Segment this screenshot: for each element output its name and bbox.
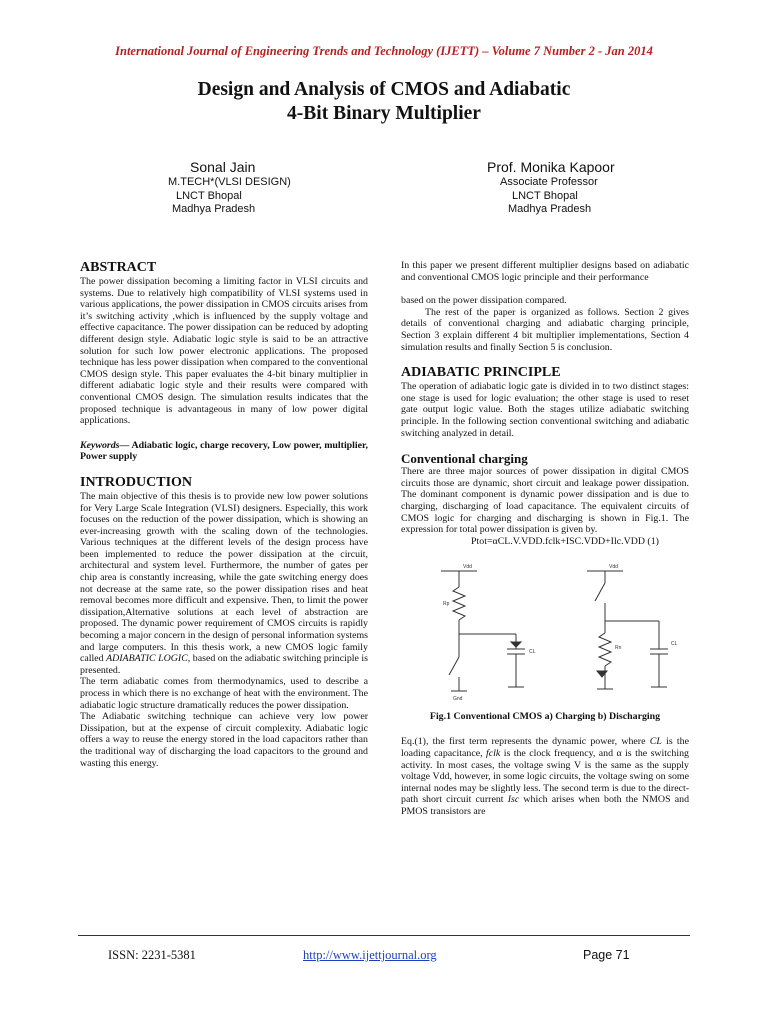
abstract-text: The power dissipation becoming a limiting factor in VLSI circuits and systems. Due to relatively high compatibility of VLSI systems used in various applications, the power dissipation in CMOS circuits arises from it’s switching activity ,which is influenced by the supply voltage and effective capacitance. The power dissipation can be reduced by adopting different design style. Adiabatic logic style is said to be an attractive solution for such low power electronic applications. The proposed technique has less power dissipation when compared to the conventional CMOS design style. This paper evaluates the 4-bit binary multiplier in different adiabatic logic style and their results were compared with conventional CMOS design. The simulation results indicates that the proposed technique is advantageous in many of low power digital applications.: [80, 276, 368, 427]
right-column: [401, 260, 689, 818]
figure-1-caption: Fig.1 Conventional CMOS a) Charging b) Discharging: [429, 710, 661, 722]
intro-paragraph-2: The term adiabatic comes from thermodynamics, used to describe a process in which there is no exchange of heat with the environment. The adiabatic logic structure dramatically reduces the power dissipation.: [80, 676, 368, 711]
adiabatic-principle-heading: ADIABATIC PRINCIPLE: [401, 365, 561, 381]
eq-para-text-1: Eq.(1), the first term represents the dynamic power, where: [401, 736, 650, 748]
label-cl-right: CL: [671, 641, 678, 648]
author-2-role: Associate Professor: [500, 176, 598, 188]
author-1-role: M.TECH*(VLSI DESIGN): [168, 176, 291, 188]
author-2: [487, 158, 615, 217]
footer-page-number: Page 71: [583, 948, 630, 962]
author-2-org: LNCT Bhopal: [512, 189, 578, 202]
keywords-text: Adiabatic logic, charge recovery, Low power, multiplier, Power supply: [80, 439, 368, 463]
figure-1-circuit: [401, 559, 689, 707]
adiabatic-principle-text: The operation of adiabatic logic gate is divided in to two distinct stages: one stage is used for logic evaluation; the other stage is used to reset gate output logic value. Both the stages utilize adiabatic switching principle. In the following section conventional switching and adiabatic switching analyzed in detail.: [401, 381, 689, 439]
intro-p1-emphasis: ADIABATIC LOGIC: [106, 653, 188, 665]
footer-issn: ISSN: 2231-5381: [108, 948, 196, 962]
label-gnd: Gnd: [453, 696, 463, 703]
title-line-2: 4-Bit Binary Multiplier: [287, 103, 481, 124]
conventional-charging-text: There are three major sources of power dissipation in digital CMOS circuits those are dynamic, short circuit and leakage power dissipation. The dominant component is dynamic power dissipation and is due to charging, discharging of load capacitance. The equivalent circuits of CMOS logic for charging and discharging is shown in Fig.1. The expression for total power dissipation is given by.: [401, 466, 689, 536]
eq-para-fclk: fclk: [486, 748, 501, 760]
intro-paragraph-3: The Adiabatic switching technique can achieve very low power Dissipation, but at the expense of circuit complexity. Adiabatic logic offers a way to reuse the energy stored in the load capacitors rather than the traditional way of discharging the load capacitors to the ground and wasting this energy.: [80, 711, 368, 769]
right-paragraph-2: based on the power dissipation compared.: [401, 295, 567, 307]
intro-p1-text-b: , based on the adiabatic switching principle is presented.: [80, 653, 368, 676]
eq-para-text-4: which arises when both the NMOS and PMOS transistors are: [401, 794, 690, 818]
eq-para-isc: Isc: [507, 794, 520, 806]
abstract-heading: ABSTRACT: [80, 260, 157, 275]
author-1-name: Sonal Jain: [190, 159, 256, 175]
author-2-name: Prof. Monika Kapoor: [487, 159, 615, 175]
footer-divider: [78, 935, 690, 936]
label-vdd-right: Vdd: [609, 564, 618, 571]
intro-p1-text-a: The main objective of this thesis is to provide new low power solutions for Very Large Scale Integration (VLSI) designers. Especially, this work focuses on the reduction of the power dissipation, which is showing an ever-increasing growth with the scaling down of the technologies. Various techniques at the different levels of the design process have been implemented to reduce the power dissipation at the circuit, architectural and system level. Furthermore, the number of gates per chip area is constantly increasing, while the gate switching energy does not decrease at the same rate, so the power dissipation rises and heat removal becomes more difficult and expensive. Then, to limit the power dissipation,Alternative solutions at each level of abstraction are proposed. The dynamic power requirement of CMOS circuits is rapidly becoming a major concern in the design of personal information systems and large computers. In this thesis work, a new CMOS logic family called: [80, 490, 368, 665]
keywords-label: Keywords—: [80, 439, 130, 451]
eq-para-cl: CL: [649, 736, 662, 748]
eq-para-text-3: is the clock frequency, and α is the switching activity. In most cases, the voltage swing V is the same as the supply voltage Vdd, however, in some logic circuits, the voltage swing on some internal nodes may be slightly less. The second term is due to the direct-path short circuit current: [401, 748, 689, 806]
equation-explanation: [401, 736, 689, 817]
switch-right: [595, 583, 605, 601]
introduction-heading: INTRODUCTION: [80, 474, 193, 490]
arrow-charge: [511, 642, 521, 647]
journal-header: International Journal of Engineering Trends and Technology (IJETT) – Volume 7 Number 2 - Jan 2014: [115, 44, 653, 58]
switch-left: [449, 657, 459, 675]
author-1-place: Madhya Pradesh: [172, 203, 256, 215]
resistor-rn: [599, 633, 611, 666]
conventional-charging-heading: Conventional charging: [401, 451, 528, 467]
label-cl-left: CL: [529, 649, 536, 656]
eq-para-text-2: is the loading capacitance,: [401, 736, 690, 760]
equation-1: Ptot=αCL.V.VDD.fclk+ISC.VDD+Ilc.VDD (1): [471, 535, 659, 547]
footer-url-link[interactable]: http://www.ijettjournal.org: [303, 948, 437, 962]
keywords: [80, 440, 368, 463]
footer-url-wrap: [303, 948, 437, 963]
right-paragraph-3: The rest of the paper is organized as follows. Section 2 gives details of conventional charging and adiabatic charging principle, Section 3 explain different 4 bit multiplier implementations, Section 4 simulation results and finally Section 5 is conclusion.: [401, 306, 689, 353]
title-line-1: Design and Analysis of CMOS and Adiabatic: [197, 79, 571, 100]
label-rn: Rn: [615, 645, 622, 652]
author-1: [168, 158, 291, 217]
intro-paragraph-1: [80, 491, 368, 677]
resistor-rp: [453, 587, 465, 620]
author-2-place: Madhya Pradesh: [508, 203, 592, 215]
label-rp: Rp: [443, 601, 450, 608]
author-1-org: LNCT Bhopal: [176, 189, 242, 202]
paper-title: [0, 78, 768, 126]
right-paragraph-1: In this paper we present different multiplier designs based on adiabatic and conventional CMOS logic principle and their performance: [401, 260, 689, 283]
label-vdd-left: Vdd: [463, 564, 472, 571]
left-column: [80, 260, 368, 769]
